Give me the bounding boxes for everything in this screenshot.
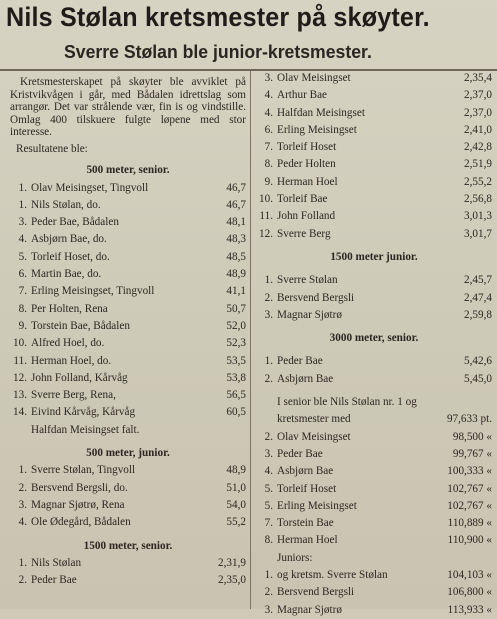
result-name: Sverre Stølan (277, 274, 338, 287)
result-rank: 11. (259, 210, 273, 223)
result-name: Bersvend Bergsli, do. (31, 481, 128, 494)
note-fall: Halfdan Meisingset falt. (31, 423, 140, 436)
result-points: 106,800 « (447, 586, 492, 599)
result-name: Sverre Berg, Rena, (31, 389, 116, 402)
result-rank: 3. (18, 216, 27, 229)
result-name: Erling Meisingset (277, 123, 357, 136)
result-row (256, 515, 492, 532)
overall-winner-points: 97,633 pt. (446, 413, 492, 426)
result-points: 104,103 « (447, 569, 492, 582)
section-title-1500-junior: 1500 meter junior. (330, 250, 418, 263)
result-row (10, 514, 246, 531)
result-row (10, 180, 246, 197)
result-rank: 3. (18, 498, 27, 511)
result-time: 53,8 (226, 371, 246, 384)
result-rank: 3. (264, 447, 273, 460)
result-row (256, 208, 492, 225)
result-time: 2,37,0 (464, 106, 492, 119)
overall-junior-list (256, 567, 492, 619)
result-time: 52,0 (226, 319, 246, 332)
result-time: 48,9 (226, 464, 246, 477)
result-row (10, 555, 246, 572)
result-name: Nils Stølan, do. (31, 198, 101, 211)
result-rank: 2. (264, 291, 273, 304)
result-time: 2,41,0 (464, 123, 492, 136)
result-row (10, 572, 246, 589)
result-row (256, 87, 492, 104)
result-name: Torstein Bae, Bådalen (31, 319, 130, 332)
result-time: 2,51,9 (464, 158, 492, 171)
result-name: Olav Meisingset, Tingvoll (31, 181, 149, 194)
result-rank: 2. (264, 372, 273, 385)
results-3000-senior (256, 353, 492, 388)
result-rank: 5. (264, 482, 273, 495)
overall-text: I senior ble Nils Stølan nr. 1 og (277, 396, 417, 409)
result-row (256, 584, 492, 601)
result-time: 2,56,8 (464, 193, 492, 206)
result-rank: 1. (18, 464, 27, 477)
result-name: Torleif Hoset (277, 482, 337, 495)
result-name: Peder Bae (31, 574, 77, 587)
result-rank: 4. (264, 106, 273, 119)
result-row (10, 301, 246, 318)
result-row (256, 353, 492, 370)
result-rank: 4. (18, 516, 27, 529)
result-time: 2,31,9 (218, 556, 246, 569)
result-time: 41,1 (226, 285, 246, 298)
result-time: 53,5 (226, 354, 246, 367)
result-name: Sverre Stølan, Tingvoll (31, 464, 136, 477)
result-rank: 1. (264, 274, 273, 287)
result-name: Ole Ødegård, Bådalen (31, 516, 131, 529)
result-rank: 8. (18, 302, 27, 315)
result-time: 2,59,8 (464, 308, 492, 321)
result-name: Erling Meisingset (277, 499, 357, 512)
result-points: 110,900 « (447, 534, 492, 547)
result-row (10, 231, 246, 248)
result-time: 55,2 (226, 516, 246, 529)
result-name: John Folland, Kårvåg (31, 371, 128, 384)
result-time: 46,7 (226, 181, 246, 194)
result-row (256, 290, 492, 307)
result-name: Eivind Kårvåg, Kårvåg (31, 406, 136, 419)
result-row (256, 567, 492, 584)
section-title-1500-senior: 1500 meter, senior. (83, 539, 173, 552)
overall-winner-row (256, 411, 492, 428)
result-time: 2,35,0 (218, 574, 246, 587)
result-name: Torleif Hoset, do. (31, 250, 110, 263)
result-name: og kretsm. Sverre Stølan (277, 569, 388, 582)
result-rank: 14. (13, 406, 27, 419)
result-name: Erling Meisingset, Tingvoll (31, 285, 155, 298)
result-name: Peder Bae (277, 447, 323, 460)
result-row (256, 498, 492, 515)
result-rank: 8. (264, 158, 273, 171)
result-rank: 5. (264, 499, 273, 512)
result-row (256, 463, 492, 480)
overall-senior-list (256, 429, 492, 550)
result-points: 102,767 « (447, 499, 492, 512)
results-label: Resultatene ble: (16, 142, 88, 155)
result-name: Bersvend Bergsli (277, 586, 355, 599)
result-row (10, 353, 246, 370)
result-time: 2,42,8 (464, 141, 492, 154)
result-points: 100,333 « (447, 465, 492, 478)
result-time: 54,0 (226, 498, 246, 511)
result-time: 2,35,4 (464, 72, 492, 84)
result-row (256, 532, 492, 549)
result-name: Per Holten, Rena (31, 302, 108, 315)
result-name: Asbjørn Bae (277, 372, 334, 385)
result-time: 48,3 (226, 233, 246, 246)
result-time: 3,01,3 (464, 210, 492, 223)
result-time: 50,7 (226, 302, 246, 315)
result-time: 56,5 (226, 389, 246, 402)
column-divider (250, 71, 251, 609)
result-rank: 1. (18, 181, 27, 194)
section-title-3000-senior: 3000 meter, senior. (329, 332, 419, 345)
section-title-500-junior: 500 meter, junior. (86, 447, 170, 460)
result-name: Magnar Sjøtrø (277, 308, 342, 321)
result-name: Olav Meisingset (277, 430, 351, 443)
result-row (256, 272, 492, 289)
result-name: Peder Bae, Bådalen (31, 216, 119, 229)
result-rank: 3. (264, 72, 273, 84)
result-name: Nils Stølan (31, 556, 82, 569)
result-row (10, 462, 246, 479)
result-row (10, 370, 246, 387)
result-time: 2,47,4 (464, 291, 492, 304)
result-row (256, 105, 492, 122)
result-time: 48,1 (226, 216, 246, 229)
result-rank: 2. (264, 430, 273, 443)
section-title-500-senior: 500 meter, senior. (86, 164, 170, 177)
result-row (10, 387, 246, 404)
results-1500-junior (256, 272, 492, 324)
headline: Nils Stølan kretsmester på skøyter. (6, 2, 430, 32)
result-row (256, 602, 492, 619)
overall-winner-label: kretsmester med (277, 413, 351, 426)
result-name: Torleif Hoset (277, 141, 337, 154)
result-rank: 2. (18, 481, 27, 494)
results-1500-senior-b (256, 70, 492, 243)
result-row (10, 283, 246, 300)
result-rank: 12. (13, 371, 27, 384)
result-rank: 4. (264, 465, 273, 478)
result-rank: 1. (18, 556, 27, 569)
result-time: 48,5 (226, 250, 246, 263)
result-rank: 7. (18, 285, 27, 298)
result-rank: 6. (264, 123, 273, 136)
result-name: Halfdan Meisingset (277, 106, 365, 119)
result-row (10, 214, 246, 231)
results-500-junior (10, 462, 246, 531)
left-column (10, 72, 246, 589)
result-rank: 5. (18, 250, 27, 263)
result-row (10, 249, 246, 266)
result-row (256, 307, 492, 324)
result-row (256, 481, 492, 498)
result-name: Asbjørn Bae, do. (31, 233, 107, 246)
result-time: 60,5 (226, 406, 246, 419)
result-time: 2,37,0 (464, 89, 492, 102)
result-rank: 2. (18, 574, 27, 587)
result-name: Peder Bae (277, 355, 323, 368)
result-rank: 4. (264, 89, 273, 102)
result-name: Martin Bae, do. (31, 268, 102, 281)
result-rank: 9. (264, 175, 273, 188)
result-name: Alfred Hoel, do. (31, 337, 105, 350)
result-rank: 9. (18, 319, 27, 332)
result-row (256, 174, 492, 191)
result-name: Peder Holten (277, 158, 336, 171)
result-name: Olav Meisingset (277, 72, 351, 84)
result-name: Herman Hoel (277, 175, 338, 188)
result-name: Asbjørn Bae (277, 465, 334, 478)
result-name: Magnar Sjøtrø (277, 603, 342, 616)
result-name: John Folland (277, 210, 336, 223)
result-time: 5,45,0 (464, 372, 492, 385)
result-rank: 1. (264, 569, 273, 582)
result-rank: 1. (18, 198, 27, 211)
result-row (256, 156, 492, 173)
result-points: 110,889 « (447, 517, 492, 530)
result-row (256, 191, 492, 208)
result-time: 51,0 (226, 481, 246, 494)
juniors-label: Juniors: (277, 551, 313, 564)
result-name: Herman Hoel, do. (31, 354, 112, 367)
result-time: 48,9 (226, 268, 246, 281)
result-rank: 3. (264, 308, 273, 321)
right-column (256, 70, 492, 619)
result-rank: 12. (259, 227, 273, 240)
result-rank: 11. (13, 354, 27, 367)
result-rank: 10. (259, 193, 273, 206)
result-rank: 7. (264, 141, 273, 154)
result-row (256, 446, 492, 463)
result-row (10, 497, 246, 514)
result-name: Torstein Bae (277, 517, 334, 530)
result-row (256, 371, 492, 388)
result-rank: 1. (264, 355, 273, 368)
result-row (256, 226, 492, 243)
result-row (10, 266, 246, 283)
result-row (256, 429, 492, 446)
result-name: Sverre Berg (277, 227, 331, 240)
result-rank: 10. (13, 337, 27, 350)
result-row (10, 480, 246, 497)
result-name: Torleif Bae (277, 193, 328, 206)
result-row (10, 404, 246, 421)
result-time: 2,45,7 (464, 274, 492, 287)
result-row (256, 70, 492, 87)
result-time: 46,7 (226, 198, 246, 211)
result-row (256, 139, 492, 156)
subheadline: Sverre Stølan ble junior-kretsmester. (64, 42, 372, 62)
result-time: 2,55,2 (464, 175, 492, 188)
result-rank: 8. (264, 534, 273, 547)
result-rank: 7. (264, 517, 273, 530)
result-rank: 2. (264, 586, 273, 599)
result-rank: 4. (18, 233, 27, 246)
result-row (10, 197, 246, 214)
result-time: 52,3 (226, 337, 246, 350)
result-row (10, 318, 246, 335)
result-name: Herman Hoel (277, 534, 338, 547)
result-time: 5,42,6 (464, 355, 492, 368)
result-rank: 3. (264, 603, 273, 616)
result-name: Magnar Sjøtrø, Rena (31, 498, 125, 511)
result-name: Bersvend Bergsli (277, 291, 355, 304)
result-points: 102,767 « (447, 482, 492, 495)
result-rank: 6. (18, 268, 27, 281)
result-name: Arthur Bae (277, 89, 328, 102)
result-time: 3,01,7 (464, 227, 492, 240)
result-points: 99,767 « (452, 447, 492, 460)
result-row (256, 122, 492, 139)
result-row (10, 335, 246, 352)
results-500-senior (10, 180, 246, 422)
results-1500-senior-a (10, 555, 246, 590)
result-points: 98,500 « (452, 430, 492, 443)
intro-paragraph: Kretsmesterskapet på skøyter ble avviklet på Kristvikvågen i går, med Bådalen idrettslag som arrangør. Det var strålende vær, fin is og vindstille. Omlag 400 tilskuere fulgte løpene med stor interesse. (10, 76, 246, 139)
result-rank: 13. (13, 389, 27, 402)
result-points: 113,933 « (447, 603, 492, 616)
